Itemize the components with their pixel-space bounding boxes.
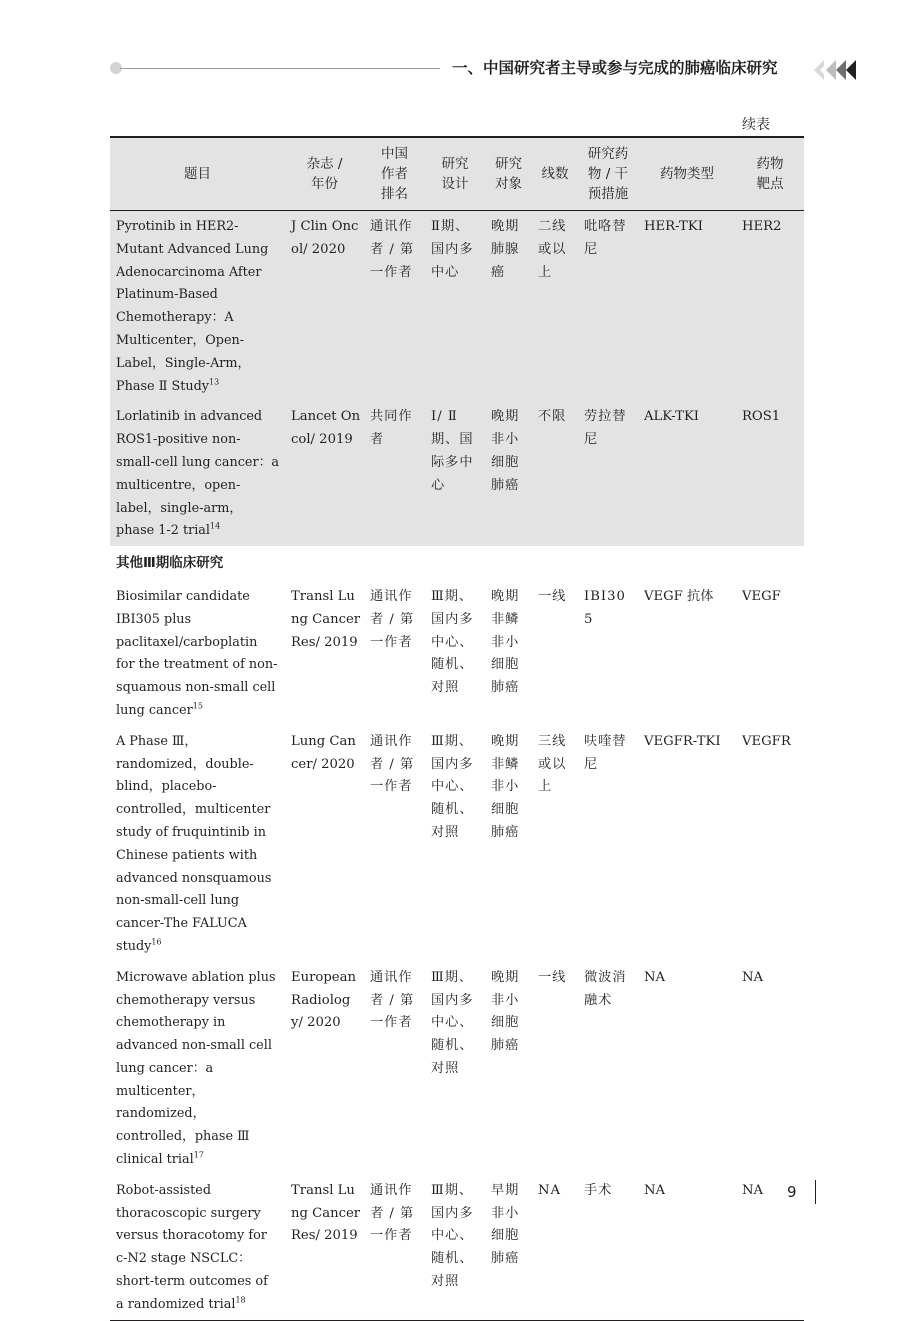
- header-rule: [120, 68, 440, 69]
- cell-line: NA: [532, 1175, 578, 1320]
- cell-drug-type: ALK-TKI: [638, 401, 736, 546]
- cell-title: [110, 1175, 285, 1320]
- title-text: Microwave ablation plus chemotherapy versus chemotherapy in advanced non-small cell lung cancer：a multicenter，randomized，controlled，phase Ⅲ clinical trial: [116, 969, 276, 1168]
- col-header-journal: 杂志 / 年份: [285, 137, 364, 211]
- cell-target: VEGFR: [742, 733, 791, 749]
- cell-journal: Transl Lung Cancer Res/ 2019: [291, 588, 361, 650]
- cell-rank: 通讯作者 / 第一作者: [370, 733, 415, 795]
- cell-drug-type: NA: [638, 1175, 736, 1320]
- cell-title: [110, 401, 285, 546]
- reference-number: 13: [209, 377, 220, 387]
- table-header-row: [110, 137, 804, 211]
- cell-drug: IBI305: [584, 588, 626, 627]
- reference-number: 17: [193, 1150, 204, 1160]
- cell-target: NA: [742, 969, 764, 985]
- col-header-design: 研究 设计: [425, 137, 485, 211]
- cell-rank: 通讯作者 / 第一作者: [364, 211, 425, 402]
- cell-rank: 通讯作者 / 第一作者: [370, 588, 415, 650]
- cell-target: VEGF: [742, 588, 781, 604]
- page-number: 9: [787, 1183, 797, 1201]
- cell-design: Ⅲ期、国内多中心、随机、对照: [431, 733, 474, 840]
- cell-line: 三线或以上: [538, 733, 567, 795]
- cell-journal: European Radiology/ 2020: [291, 969, 356, 1031]
- cell-target: HER2: [736, 211, 804, 402]
- cell-design: Ⅲ期、国内多中心、随机、对照: [431, 969, 474, 1076]
- table-row: [110, 1175, 804, 1320]
- cell-design: Ⅲ期、国内多中心、随机、对照: [431, 588, 474, 696]
- title-text: Lorlatinib in advanced ROS1-positive non-small-cell lung cancer：a multicentre，open-label，single-arm，phase 1-2 trial: [116, 409, 279, 539]
- chevron-left-icon: [812, 58, 856, 82]
- col-header-line: 线数: [532, 137, 578, 211]
- cell-design: Ⅲ期、国内多中心、随机、对照: [425, 1175, 485, 1320]
- title-text: A Phase Ⅲ，randomized，double-blind，placebo-controlled，multicenter study of fruquintinib in Chinese patients with advanced nonsquamous non-small-cell lung cancer-The FALUCA study: [116, 733, 272, 954]
- table-row: [110, 581, 804, 726]
- page-number-divider: [815, 1180, 816, 1204]
- cell-drug-type: VEGFR-TKI: [644, 733, 721, 749]
- col-header-title: 题目: [110, 137, 285, 211]
- section-label: 其他Ⅲ期临床研究: [116, 555, 224, 572]
- cell-subject: 晚期非小细胞肺癌: [485, 401, 532, 546]
- title-text: Pyrotinib in HER2-Mutant Advanced Lung Adenocarcinoma After Platinum-Based Chemotherapy：A Multicenter，Open-Label，Single-Arm，Phase Ⅱ Study: [116, 219, 269, 394]
- col-header-drug: 研究药 物 / 干 预措施: [578, 137, 638, 211]
- cell-line: 不限: [532, 401, 578, 546]
- cell-rank: 共同作者: [364, 401, 425, 546]
- cell-journal: J Clin Oncol/ 2020: [285, 211, 364, 402]
- cell-subject: 晚期非小细胞肺癌: [491, 969, 520, 1054]
- cell-drug-type: VEGF 抗体: [644, 588, 714, 604]
- section-row: [110, 546, 804, 581]
- cell-subject: 晚期肺腺癌: [485, 211, 532, 402]
- cell-journal: Transl Lung Cancer Res/ 2019: [285, 1175, 364, 1320]
- cell-target: NA: [736, 1175, 804, 1320]
- cell-title: [110, 211, 285, 402]
- cell-subject: 晚期非鳞非小细胞肺癌: [491, 588, 520, 696]
- cell-line: 二线或以上: [532, 211, 578, 402]
- cell-drug: 呋喹替尼: [584, 733, 627, 772]
- cell-rank: 通讯作者 / 第一作者: [370, 969, 415, 1031]
- table-row: [110, 401, 804, 546]
- cell-journal: Lancet Oncol/ 2019: [285, 401, 364, 546]
- col-header-rank: 中国 作者 排名: [364, 137, 425, 211]
- continued-label: 续表: [742, 117, 770, 133]
- cell-drug-type: HER-TKI: [638, 211, 736, 402]
- table-row: [110, 726, 804, 962]
- cell-drug: 手术: [578, 1175, 638, 1320]
- cell-design: Ⅰ/ Ⅱ期、国际多中心: [425, 401, 485, 546]
- cell-drug: 微波消融术: [584, 969, 627, 1008]
- cell-rank: 通讯作者 / 第一作者: [364, 1175, 425, 1320]
- cell-title: [110, 726, 285, 962]
- title-text: Biosimilar candidate IBI305 plus paclitaxel/carboplatin for the treatment of non-squamous non-small cell lung cancer: [116, 588, 278, 718]
- reference-number: 15: [192, 701, 203, 711]
- cell-title: [110, 581, 285, 726]
- cell-title: [110, 962, 285, 1175]
- reference-number: 14: [210, 522, 221, 532]
- cell-design: Ⅱ期、国内多中心: [425, 211, 485, 402]
- reference-number: 16: [151, 937, 162, 947]
- cell-line: 一线: [538, 969, 567, 985]
- cell-drug-type: NA: [644, 969, 666, 985]
- title-text: Robot-assisted thoracoscopic surgery versus thoracotomy for c-N2 stage NSCLC：short-term outcomes of a randomized trial: [116, 1182, 268, 1312]
- cell-target: ROS1: [736, 401, 804, 546]
- reference-number: 18: [235, 1295, 246, 1305]
- cell-subject: 晚期非鳞非小细胞肺癌: [491, 733, 520, 840]
- cell-drug: 劳拉替尼: [578, 401, 638, 546]
- chapter-title: 一、中国研究者主导或参与完成的肺癌临床研究: [452, 59, 778, 77]
- col-header-subject: 研究 对象: [485, 137, 532, 211]
- table-row: [110, 211, 804, 402]
- cell-subject: 早期非小细胞肺癌: [485, 1175, 532, 1320]
- table-row: [110, 962, 804, 1175]
- col-header-drug-type: 药物类型: [638, 137, 736, 211]
- cell-line: 一线: [538, 588, 567, 604]
- study-table: [110, 136, 804, 1321]
- cell-journal: Lung Cancer/ 2020: [291, 733, 356, 772]
- cell-drug: 吡咯替尼: [578, 211, 638, 402]
- col-header-target: 药物 靶点: [736, 137, 804, 211]
